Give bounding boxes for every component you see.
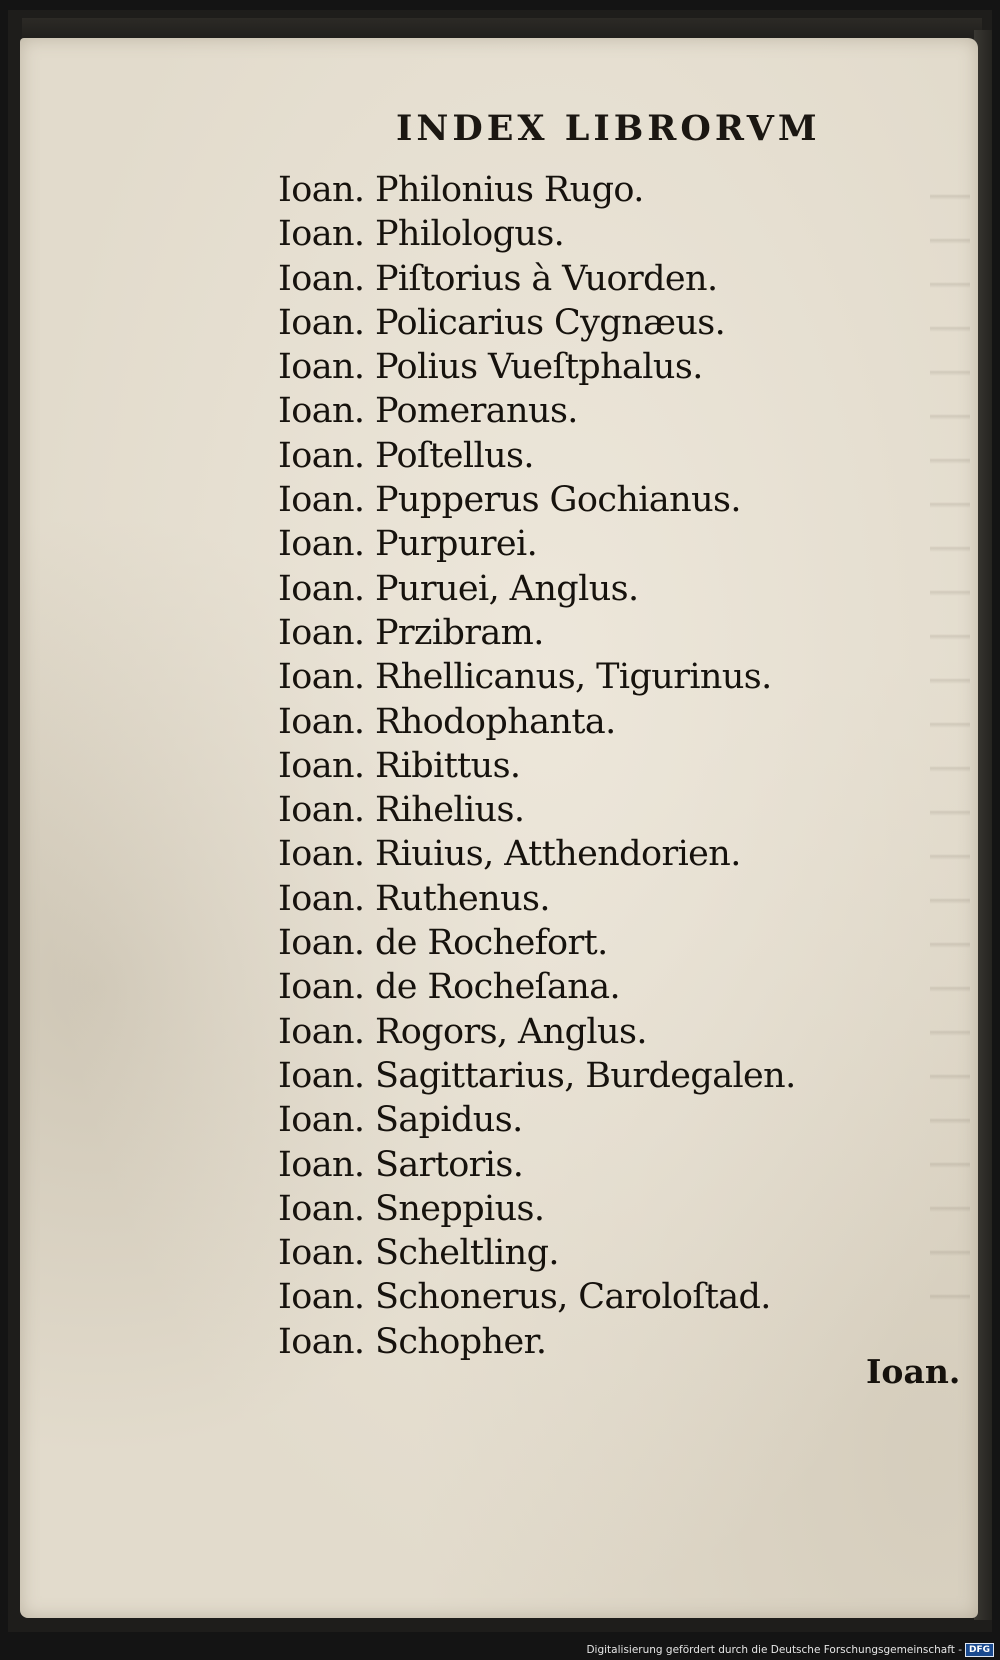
index-entry: Ioan. Rihelius. — [278, 790, 525, 831]
index-entry: Ioan. Sagittarius, Burdegalen. — [278, 1055, 796, 1096]
dfg-logo: DFG — [965, 1643, 994, 1657]
index-entry: Ioan. de Rocheſana. — [278, 967, 621, 1008]
index-entry: Ioan. de Rochefort. — [278, 923, 608, 964]
funding-credit — [586, 1643, 994, 1657]
show-through-text — [930, 170, 970, 1320]
index-entry: Ioan. Rhodophanta. — [278, 701, 616, 742]
index-entry: Ioan. Philologus. — [278, 214, 565, 255]
index-entry: Ioan. Ruthenus. — [278, 878, 550, 919]
index-entry: Ioan. Ribittus. — [278, 745, 521, 786]
index-entry: Ioan. Rogors, Anglus. — [278, 1011, 647, 1052]
index-entry: Ioan. Sartoris. — [278, 1144, 524, 1185]
index-entry: Ioan. Scheltling. — [278, 1233, 559, 1274]
index-entry: Ioan. Polius Vueſtphalus. — [278, 347, 703, 388]
index-entry: Ioan. Poſtellus. — [278, 435, 534, 476]
index-entry: Ioan. Schopher. — [278, 1321, 547, 1362]
index-entry: Ioan. Przibram. — [278, 612, 544, 653]
index-entry: Ioan. Policarius Cygnæus. — [278, 302, 726, 343]
index-entry: Ioan. Philonius Rugo. — [278, 170, 644, 210]
index-entry: Ioan. Riuius, Atthendorien. — [278, 834, 741, 875]
index-entry: Ioan. Pomeranus. — [278, 391, 578, 432]
index-entry: Ioan. Puruei, Anglus. — [278, 568, 639, 609]
index-entry: Ioan. Piſtorius à Vuorden. — [278, 258, 718, 299]
index-entry: Ioan. Rhellicanus, Tigurinus. — [278, 657, 772, 698]
index-entry: Ioan. Pupperus Gochianus. — [278, 480, 741, 521]
catchword: Ioan. — [866, 1352, 961, 1391]
funding-credit-text: Digitalisierung gefördert durch die Deutsche Forschungsgemeinschaft - — [586, 1644, 962, 1656]
index-entry: Ioan. Purpurei. — [278, 524, 538, 565]
running-head: INDEX LIBRORVM — [396, 108, 821, 149]
index-entry: Ioan. Sneppius. — [278, 1188, 545, 1229]
index-entry: Ioan. Sapidus. — [278, 1100, 523, 1141]
index-entry: Ioan. Schonerus, Caroloſtad. — [278, 1277, 771, 1318]
index-entry-list — [278, 168, 796, 1364]
